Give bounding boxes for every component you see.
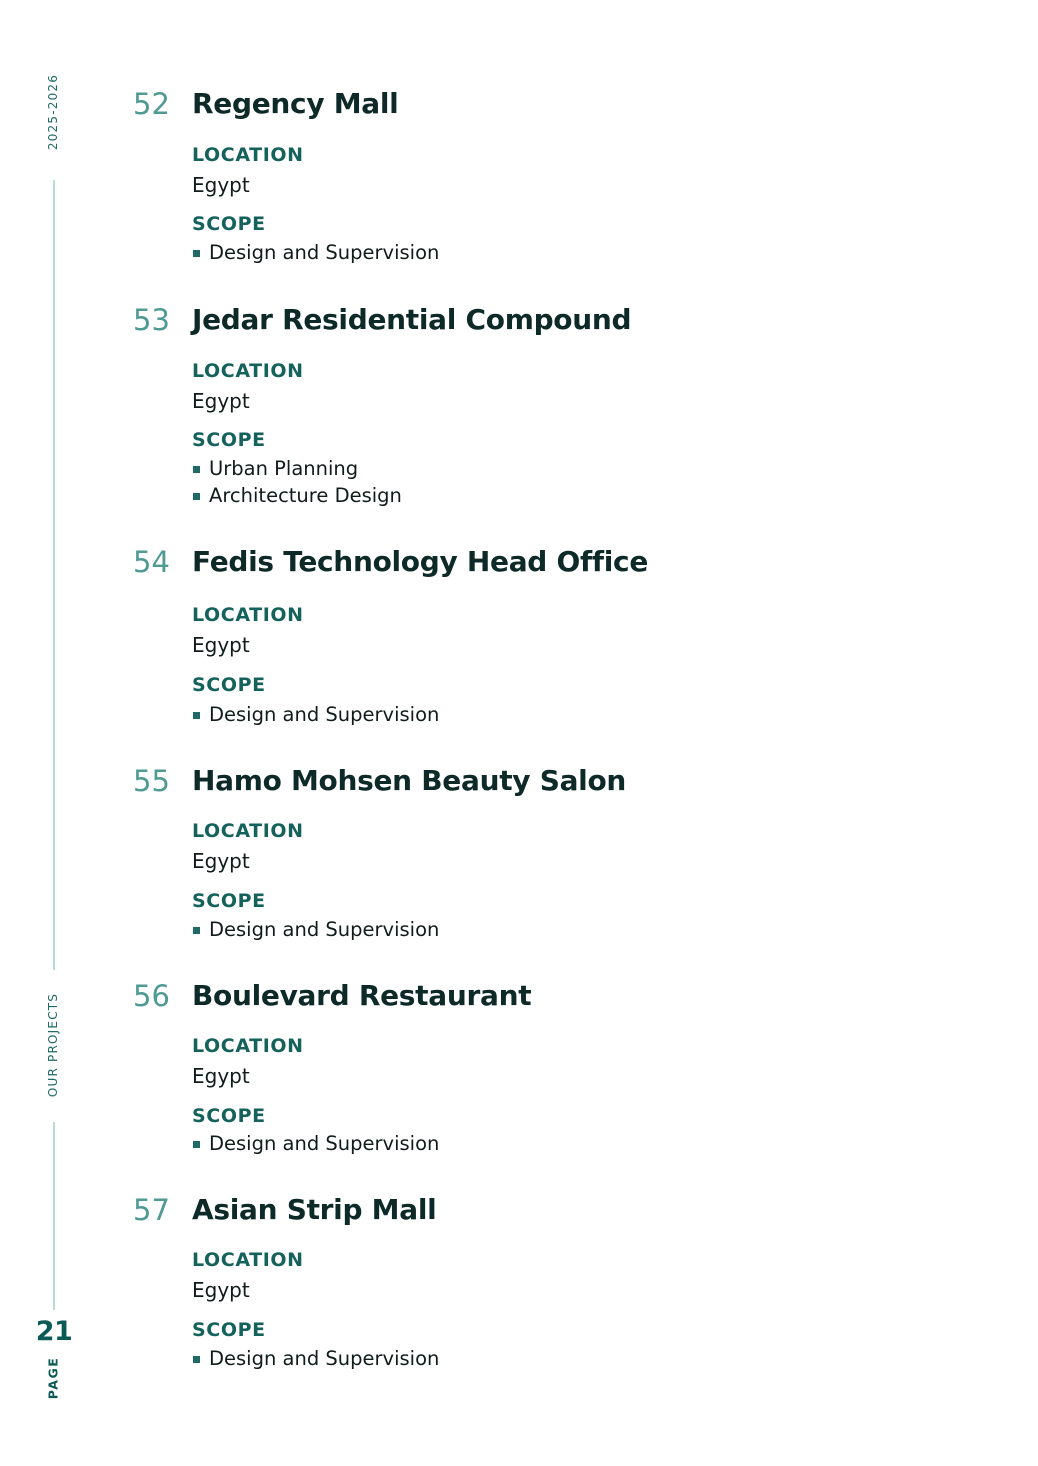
section-label-text: OUR PROJECTS (46, 992, 60, 1098)
project-title: Hamo Mohsen Beauty Salon (192, 764, 627, 797)
square-bullet-icon (193, 1356, 200, 1363)
page-label-text: PAGE (45, 1356, 61, 1400)
location-value: Egypt (192, 849, 250, 873)
square-bullet-icon (193, 493, 200, 500)
scope-item-text: Design and Supervision (209, 1132, 440, 1155)
location-label: LOCATION (192, 1035, 304, 1057)
scope-label: SCOPE (192, 674, 266, 696)
scope-label: SCOPE (192, 213, 266, 235)
project-number: 57 (133, 1193, 170, 1227)
page-number: 21 (35, 1316, 73, 1347)
scope-label: SCOPE (192, 1319, 266, 1341)
location-value: Egypt (192, 173, 250, 197)
scope-list (192, 239, 439, 266)
project-number: 56 (133, 979, 170, 1013)
square-bullet-icon (193, 466, 200, 473)
scope-item (192, 701, 439, 728)
location-label: LOCATION (192, 1249, 304, 1271)
scope-label: SCOPE (192, 1105, 266, 1127)
scope-item-text: Design and Supervision (209, 1347, 440, 1370)
location-value: Egypt (192, 633, 250, 657)
project-number: 54 (133, 545, 170, 579)
section-label (43, 980, 63, 1110)
page-label (43, 1354, 63, 1402)
square-bullet-icon (193, 712, 200, 719)
square-bullet-icon (193, 927, 200, 934)
scope-item-text: Urban Planning (209, 457, 359, 480)
rail-divider-top (53, 180, 55, 970)
scope-list (192, 701, 439, 728)
location-value: Egypt (192, 389, 250, 413)
project-title: Regency Mall (192, 87, 399, 120)
location-value: Egypt (192, 1278, 250, 1302)
location-label: LOCATION (192, 604, 304, 626)
scope-item-text: Design and Supervision (209, 703, 440, 726)
scope-list (192, 455, 402, 509)
scope-item (192, 455, 402, 482)
scope-list (192, 1130, 439, 1157)
scope-label: SCOPE (192, 890, 266, 912)
project-title: Jedar Residential Compound (192, 303, 632, 336)
scope-item (192, 1130, 439, 1157)
square-bullet-icon (193, 1141, 200, 1148)
scope-list (192, 916, 439, 943)
scope-item (192, 239, 439, 266)
scope-item-text: Architecture Design (209, 484, 402, 507)
square-bullet-icon (193, 250, 200, 257)
rail-divider-bottom (53, 1122, 55, 1310)
year-range (43, 64, 63, 160)
scope-item (192, 482, 402, 509)
location-label: LOCATION (192, 360, 304, 382)
project-number: 52 (133, 87, 170, 121)
scope-item-text: Design and Supervision (209, 918, 440, 941)
location-label: LOCATION (192, 144, 304, 166)
project-number: 55 (133, 764, 170, 798)
year-range-text: 2025-2026 (46, 73, 60, 151)
scope-item (192, 916, 439, 943)
scope-label: SCOPE (192, 429, 266, 451)
project-title: Fedis Technology Head Office (192, 545, 649, 578)
location-label: LOCATION (192, 820, 304, 842)
scope-list (192, 1345, 439, 1372)
project-title: Boulevard Restaurant (192, 979, 532, 1012)
scope-item (192, 1345, 439, 1372)
scope-item-text: Design and Supervision (209, 241, 440, 264)
location-value: Egypt (192, 1064, 250, 1088)
project-number: 53 (133, 303, 170, 337)
project-title: Asian Strip Mall (192, 1193, 437, 1226)
